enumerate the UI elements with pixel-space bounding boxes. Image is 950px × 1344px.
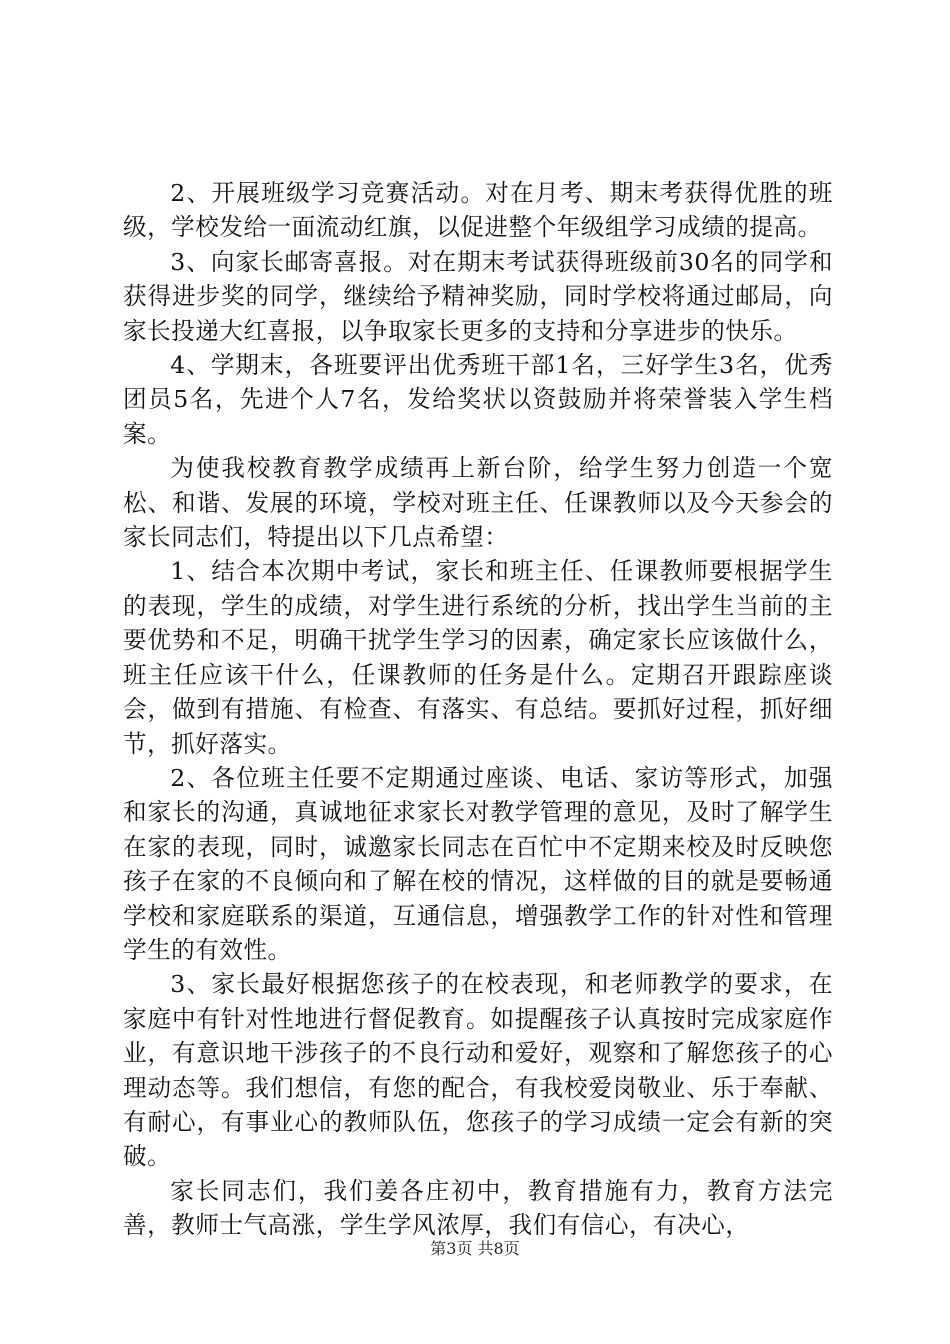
paragraph-5: 1、结合本次期中考试，家长和班主任、任课教师要根据学生的表现，学生的成绩，对学生进行系统的分析，找出学生当前的主要优势和不足，明确干扰学生学习的因素，确定家长应该做什么，班主任应该干什么，任课教师的任务是什么。定期召开跟踪座谈会，做到有措施、有检查、有落实、有总结。要抓好过程，抓好细节，抓好落实。 xyxy=(123,557,833,758)
paragraph-3: 4、学期末，各班要评出优秀班干部1名，三好学生3名，优秀团员5名，先进个人7名，发给奖状以资鼓励并将荣誉装入学生档案。 xyxy=(123,351,833,448)
page-footer: 第3页 共8页 xyxy=(430,1239,520,1258)
paragraph-7: 3、家长最好根据您孩子的在校表现，和老师教学的要求，在家庭中有针对性地进行督促教育。如提醒孩子认真按时完成家庭作业，有意识地干涉孩子的不良行动和爱好，观察和了解您孩子的心理动态等。我们想信，有您的配合，有我校爱岗敬业、乐于奉献、有耐心，有事业心的教师队伍，您孩子的学习成绩一定会有新的突破。 xyxy=(123,970,833,1171)
paragraph-1: 2、开展班级学习竞赛活动。对在月考、期末考获得优胜的班级，学校发给一面流动红旗，以促进整个年级组学习成绩的提高。 xyxy=(123,179,833,242)
paragraph-2: 3、向家长邮寄喜报。对在期末考试获得班级前30名的同学和获得进步奖的同学，继续给予精神奖励，同时学校将通过邮局，向家长投递大红喜报，以争取家长更多的支持和分享进步的快乐。 xyxy=(123,247,833,345)
paragraph-6: 2、各位班主任要不定期通过座谈、电话、家访等形式，加强和家长的沟通，真诚地征求家长对教学管理的意见，及时了解学生在家的表现，同时，诚邀家长同志在百忙中不定期来校及时反映您孩子在家的不良倾向和了解在校的情况，这样做的目的就是要畅通学校和家庭联系的渠道，互通信息，增强教学工作的针对性和管理学生的有效性。 xyxy=(123,763,833,964)
document-body xyxy=(123,176,833,1243)
paragraph-4: 为使我校教育教学成绩再上新台阶，给学生努力创造一个宽松、和谐、发展的环境，学校对班主任、任课教师以及今天参会的家长同志们，特提出以下几点希望： xyxy=(123,454,833,552)
paragraph-8: 家长同志们，我们姜各庄初中，教育措施有力，教育方法完善，教师士气高涨，学生学风浓厚，我们有信心，有决心， xyxy=(123,1176,833,1240)
